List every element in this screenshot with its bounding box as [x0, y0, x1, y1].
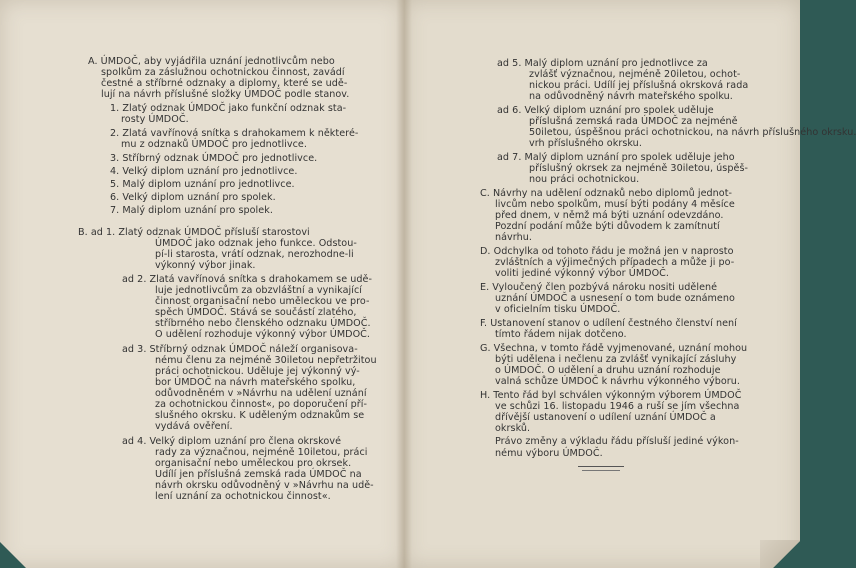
list-item: 5. Malý diplom uznání pro jednotlivce. — [110, 179, 295, 190]
text-line: zvlášť význačnou, nejméně 20iletou, ochot- — [529, 69, 741, 80]
text-line: C. Návrhy na udělení odznaků nebo diplomů jednot- — [480, 188, 733, 199]
text-line: mu z odznaků ÚMDOČ pro jednotlivce. — [121, 139, 307, 150]
text-line: o ÚMDOČ. O udělení a druhu uznání rozhoduje — [495, 365, 721, 376]
text-line: vrh příslušného okrsku. — [529, 138, 642, 149]
text-line: organisační nebo uměleckou pro okrsek. — [155, 458, 352, 469]
text-line: A. ÚMDOČ, aby vyjádřila uznání jednotlivcům nebo — [88, 56, 335, 67]
text-line: F. Ustanovení stanov o udílení čestného členství není — [480, 318, 737, 329]
text-line: za ochotnickou činnost«, po doporučení pří- — [155, 399, 367, 410]
text-line: čestné a stříbrné odznaky a diplomy, které se udě- — [101, 78, 348, 89]
text-line: E. Vyloučený člen pozbývá nároku nositi udělené — [480, 282, 718, 293]
text-line: práci ochotnickou. Uděluje jej výkonný vý- — [155, 366, 360, 377]
text-line: ve schůzi 16. listopadu 1946 a ruší se jím všechna — [495, 401, 740, 412]
text-line: Pozdní podání může býti důvodem k zamítnutí — [495, 221, 720, 232]
closing-rule — [578, 466, 624, 467]
text-line: příslušná zemská rada ÚMDOČ za nejméně — [529, 116, 738, 127]
text-line: slušného okrsku. K uděleným odznakům se — [155, 410, 365, 421]
text-line: spěch ÚMDOČ. Stává se součástí zlatého, — [155, 307, 357, 318]
text-line: uznání ÚMDOČ a usnesení o tom bude oznámeno — [495, 293, 735, 304]
text-line: valná schůze ÚMDOČ k návrhu výkonného výboru. — [495, 376, 741, 387]
text-line: ÚMDOČ jako odznak jeho funkce. Odstou- — [155, 238, 357, 249]
text-line: nickou práci. Udílí jej příslušná okrsková rada — [529, 80, 749, 91]
text-line: výkonný výbor jinak. — [155, 260, 256, 271]
text-line: rosty ÚMDOČ. — [121, 114, 189, 125]
text-line: stříbrného nebo členského odznaku ÚMDOČ. — [155, 318, 371, 329]
text-line: voliti jediné výkonný výbor ÚMDOČ. — [495, 268, 670, 279]
text-line: ad 6. Velký diplom uznání pro spolek uděluje — [497, 105, 714, 116]
closing-rule — [582, 470, 620, 471]
text-line: rady za význačnou, nejméně 10iletou, práci — [155, 447, 368, 458]
list-item: 6. Velký diplom uznání pro spolek. — [110, 192, 276, 203]
text-line: dřívější ustanovení o udílení uznání ÚMDOČ a — [495, 412, 716, 423]
text-line: luje jednotlivcům za obzvláštní a vynikající — [155, 285, 362, 296]
list-item: 3. Stříbrný odznak ÚMDOČ pro jednotlivce. — [110, 153, 318, 164]
text-line: ad 5. Malý diplom uznání pro jednotlivce za — [497, 58, 708, 69]
list-item: 2. Zlatá vavřínová snítka s drahokamem k některé- — [110, 128, 359, 139]
text-line: D. Odchylka od tohoto řádu je možná jen v naprosto — [480, 246, 734, 257]
text-line: pí-li starosta, vrátí odznak, nerozhodne-li — [155, 249, 354, 260]
text-line: návrhu. — [495, 232, 532, 243]
page-corner-curl — [760, 540, 800, 568]
text-line: okrsků. — [495, 423, 531, 434]
text-line: nou práci ochotnickou. — [529, 174, 640, 185]
text-line: 50iletou, úspěšnou práci ochotnickou, na návrh příslušného okrsku. — [529, 127, 856, 138]
text-line: lení uznání za ochotnickou činnost«. — [155, 491, 331, 502]
text-line: činnost organisační nebo uměleckou ve pro- — [155, 296, 370, 307]
text-line: bor ÚMDOČ na návrh mateřského spolku, — [155, 377, 356, 388]
text-line: tímto řádem nijak dotčeno. — [495, 329, 627, 340]
text-line: odůvodněném v »Návrhu na udělení uznání — [155, 388, 367, 399]
text-line: zvláštních a výjimečných případech a může ji po- — [495, 257, 735, 268]
text-line: O udělení rozhoduje výkonný výbor ÚMDOČ. — [155, 329, 371, 340]
text-line: lují na návrh příslušné složky ÚMDOČ podle stanov. — [101, 89, 350, 100]
text-line: B. ad 1. Zlatý odznak ÚMDOČ přísluší starostovi — [78, 227, 310, 238]
text-line: před dnem, v němž má býti uznání odevzdáno. — [495, 210, 724, 221]
text-line: nému výboru ÚMDOČ. — [495, 448, 603, 459]
text-line: livcům nebo spolkům, musí býti podány 4 měsíce — [495, 199, 735, 210]
text-line: H. Tento řád byl schválen výkonným výborem ÚMDOČ — [480, 390, 742, 401]
text-line: na odůvodněný návrh mateřského spolku. — [529, 91, 733, 102]
page-fold — [396, 0, 412, 568]
text-line: ad 4. Velký diplom uznání pro člena okrskové — [122, 436, 342, 447]
list-item: 1. Zlatý odznak ÚMDOČ jako funkční odznak sta- — [110, 103, 347, 114]
text-line: Právo změny a výkladu řádu přísluší jediné výkon- — [495, 436, 739, 447]
text-line: ad 3. Stříbrný odznak ÚMDOČ náleží organisova- — [122, 344, 358, 355]
text-line: býti udělena i nečlenu za zvlášť vynikající zásluhy — [495, 354, 737, 365]
text-line: ad 7. Malý diplom uznání pro spolek uděluje jeho — [497, 152, 735, 163]
list-item: 4. Velký diplom uznání pro jednotlivce. — [110, 166, 298, 177]
text-line: ad 2. Zlatá vavřínová snítka s drahokamem se udě- — [122, 274, 373, 285]
list-item: 7. Malý diplom uznání pro spolek. — [110, 205, 273, 216]
page-corner-fold — [0, 542, 26, 568]
text-line: spolkům za záslužnou ochotnickou činnost, zavádí — [101, 67, 345, 78]
text-line: příslušný okrsek za nejméně 30iletou, úspěš- — [529, 163, 749, 174]
text-line: nému členu za nejméně 30iletou nepřetržitou — [155, 355, 377, 366]
text-line: návrh okrsku odůvodněný v »Návrhu na udě- — [155, 480, 374, 491]
text-line: G. Všechna, v tomto řádě vyjmenované, uznání mohou — [480, 343, 748, 354]
text-line: v oficielním tisku ÚMDOČ. — [495, 304, 621, 315]
text-line: vydává ověření. — [155, 421, 233, 432]
text-line: Udílí jen příslušná zemská rada ÚMDOČ na — [155, 469, 362, 480]
